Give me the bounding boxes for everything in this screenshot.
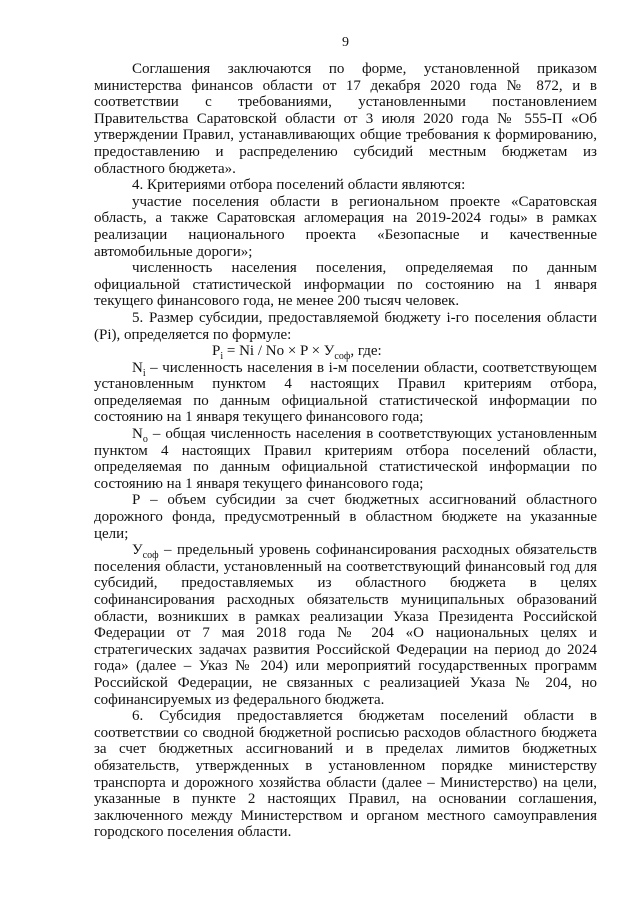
paragraph-agreements: Соглашения заключаются по форме, установленной приказом министерства финансов области от 17 декабря 2020 года № 872, и в соответствии с требованиями, установленными постановлением Правительства Саратовской области от 3 июля 2020 года № 555-П «Об утверждении Правил, устанавливающих общие требования к формированию, предоставлению и распределению субсидий местным бюджетам из областного бюджета». <box>94 61 597 177</box>
document-page <box>94 0 597 905</box>
paragraph-criterion-project: участие поселения области в региональном проекте «Саратовская область, а также Саратовская агломерация на 2019-2024 годы» в рамках реализации национального проекта «Безопасные и качественные автомобильные дороги»; <box>94 193 597 260</box>
subsidy-formula <box>94 343 597 363</box>
paragraph-criterion-population: численность населения поселения, определяемая по данным официальной статистической информации по состоянию на 1 января текущего финансового года, не менее 200 тысяч человек. <box>94 260 597 310</box>
definition-text: – общая численность населения в соответствующих установленным пунктом 4 настоящих Правил критериям отбора поселений области, определяемая по данным официальной статистической информации по состоянию на 1 января текущего финансового года; <box>94 426 597 492</box>
formula-lhs-subscript: i <box>220 351 224 363</box>
definition-symbol: N <box>132 426 143 443</box>
definition-symbol-subscript: соф <box>142 550 159 562</box>
definition-symbol-subscript: o <box>142 434 148 446</box>
definition-usof <box>94 542 597 708</box>
definition-text: – предельный уровень софинансирования расходных обязательств поселения области, установленный на соответствующий финансовый год для субсидий, предоставляемых из областного бюджета в целях софинансирования расходных обязательств муниципальных образований области, возникших в рамках реализации Указа Президента Российской Федерации от 7 мая 2018 года № 204 «О национальных целях и стратегических задачах развития Российской Федерации на период до 2024 года» (далее – Указ № 204) или мероприятий государственных программ Российской Федерации, не связанных с реализацией Указа № 204, но софинансируемых из федерального бюджета. <box>94 542 597 708</box>
formula-rhs: = Ni / No × P × У <box>223 343 335 360</box>
document-body <box>94 61 597 841</box>
definition-p <box>94 492 597 542</box>
definition-symbol: N <box>132 359 143 376</box>
formula-lhs: P <box>212 343 221 360</box>
definition-text: – объем субсидии за счет бюджетных ассигнований областного дорожного фонда, предусмотренный в областном бюджете на указанные цели; <box>94 492 597 542</box>
definition-ni <box>94 360 597 426</box>
paragraph-subsidy-provision: 6. Субсидия предоставляется бюджетам поселений области в соответствии со сводной бюджетной росписью расходов областного бюджета за счет бюджетных ассигнований и в пределах лимитов бюджетных обязательств, утвержденных в установленном порядке министерству транспорта и дорожного хозяйства области (далее – Министерство) на цели, указанные в пункте 2 настоящих Правил, на основании соглашения, заключенного между Министерством и органом местного самоуправления городского поселения области. <box>94 708 597 841</box>
paragraph-subsidy-size: 5. Размер субсидии, предоставляемой бюджету i-го поселения области (Pi), определяется по формуле: <box>94 309 597 343</box>
page-number: 9 <box>342 35 349 50</box>
definition-symbol: Р <box>132 492 141 509</box>
definition-no <box>94 426 597 492</box>
definition-symbol: У <box>132 542 143 559</box>
definition-symbol-subscript: i <box>142 367 146 379</box>
paragraph-criteria-heading: 4. Критериями отбора поселений области являются: <box>132 177 466 194</box>
definition-text: – численность населения в i-м поселении области, соответствующем установленным пунктом 4 настоящих Правил критериям отбора, определяемая по данным официальной статистической информации по состоянию на 1 января текущего финансового года; <box>94 359 597 426</box>
formula-rhs-subscript: соф <box>334 351 351 363</box>
formula-tail: , где: <box>350 343 382 360</box>
